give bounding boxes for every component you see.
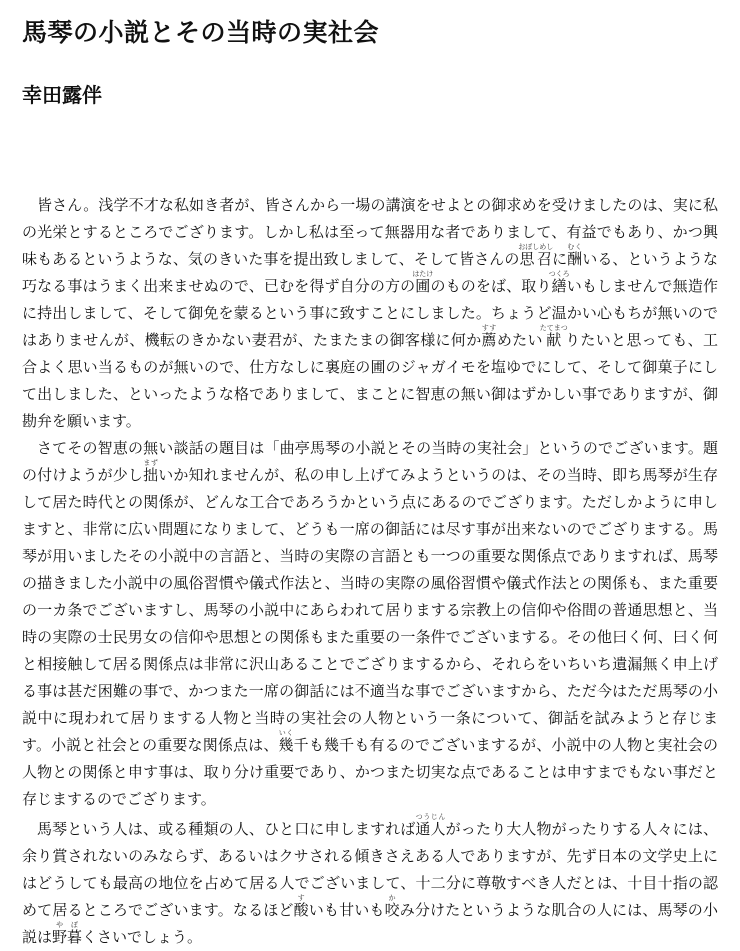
text-run: いもしませんで無造作に持出しまして、そして御免を蒙るという事に致すことにしました。ちょうど温かい心もちが無いのではありませんが、機転のきかない妻君が、たまたまの御客様に何か xyxy=(22,277,718,349)
text-run: いる、というような巧なる事はうまく出来ませぬので、已むを得ず自分の方の xyxy=(22,250,718,295)
ruby-reading: す xyxy=(293,894,309,902)
ruby-base: 献 xyxy=(539,331,568,349)
ruby-annotation xyxy=(481,324,497,349)
text-run: 皆さん。浅学不才な私如き者が、皆さんから一場の講演をせよとの御求めを受けましたのは、実に私の光栄とするところでござります。しかし私は至って無器用な者でありまして、有益でもあり、かつ興味もあるというような、気のきいた事を提出致しまして、そして皆さんの xyxy=(22,196,718,268)
ruby-annotation xyxy=(143,459,159,484)
ruby-annotation xyxy=(539,324,568,349)
text-run: めたい xyxy=(496,331,543,349)
paragraph xyxy=(22,813,718,951)
ruby-base: 咬 xyxy=(384,901,400,919)
text-run: み分けたというような肌合の人には、馬琴の小説は xyxy=(22,901,718,946)
ruby-base: 薦 xyxy=(481,331,497,349)
ruby-annotation xyxy=(412,270,434,295)
ruby-base: 思召 xyxy=(518,250,554,268)
text-run: も幾千も有るのでございまするが、小説中の人物と実社会の人物との関係と申す事は、取り分け重要であり、かつまた切実な点であることは申すまでもない事だと存じまするのでござります。 xyxy=(22,736,718,808)
ruby-reading: はたけ xyxy=(412,270,434,278)
ruby-reading: いく xyxy=(278,729,294,737)
text-run: に xyxy=(552,250,568,268)
author-name: 幸田露伴 xyxy=(22,83,102,107)
ruby-annotation xyxy=(384,894,400,919)
text-run: がったり大人物がったりする人々には、余り賞されないのみならず、あるいはクサされる傾きさえある人でありますが、先ず日本の文学史上にはどうしても最高の地位を占めて居る人でございまして、十二分に尊敬すべき人だとは、十目十指の認めて居るところでございます。なるほど xyxy=(22,820,718,919)
ruby-base: 幾 xyxy=(278,736,294,754)
ruby-reading: つうじん xyxy=(415,813,446,821)
ruby-annotation xyxy=(518,243,554,268)
ruby-reading: つくろ xyxy=(548,270,570,278)
text-run: 千 xyxy=(293,736,309,754)
text-run: 馬琴という人は、或る種類の人、ひと口に申しますれば xyxy=(37,820,416,838)
ruby-reading: おぼしめし xyxy=(518,243,554,251)
ruby-base: 繕 xyxy=(548,277,570,295)
ruby-base: 圃 xyxy=(412,277,434,295)
ruby-annotation xyxy=(548,270,570,295)
ruby-annotation xyxy=(567,243,583,268)
text-run: りたいと思っても、工合よく思い当るものが無いので、仕方なしに裏庭の圃のジャガイモを塩ゆでにして、そして御菓子にして出しました、といったような格でありまして、まことに智恵の無い御はずかしい事でありますが、御勘弁を願います。 xyxy=(22,331,718,430)
ruby-annotation xyxy=(278,729,294,754)
paragraph xyxy=(22,192,718,435)
ruby-base: 拙 xyxy=(143,466,159,484)
text-run: いか知れませんが、私の申し上げてみようというのは、その当時、即ち馬琴が生存して居た時代との関係が、どんな工合であろうかという点にあるのでござります。ただしかように申しますと、非常に広い問題になりまして、どうも一席の御話には尽す事が出来ないのでござりまする。馬琴が用いましたその小説中の言語と、当時の実際の言語とも一つの重要な関係点でありますれば、馬琴の描きました小説中の風俗習慣や儀式作法と、当時の実際の風俗習慣や儀式作法との関係も、また重要の一カ条でございますし、馬琴の小説中にあらわれて居りまする宗教上の信仰や俗間の普通思想と、当時の実際の士民男女の信仰や思想との関係もまた重要の一条件でございまする。その他曰く何、曰く何と相接触して居る関係点は非常に沢山あることでござりまするから、それらをいちいち遺漏無く申上げる事は甚だ困難の事で、かつまた一席の御話には不適当な事でございますから、ただ今はただ馬琴の小説中に現われて居りまする人物と当時の実社会の人物という一条について、御話を試みようと存じます。小説と社会との重要な関係点は、 xyxy=(22,466,718,754)
ruby-annotation xyxy=(293,894,309,919)
ruby-base: 酸 xyxy=(293,901,309,919)
text-run: のものをば、取り xyxy=(430,277,552,295)
ruby-base: 通人 xyxy=(415,820,446,838)
ruby-reading: まず xyxy=(143,459,159,467)
ruby-reading: か xyxy=(384,894,400,902)
text-run: くさいでしょう。 xyxy=(82,928,203,946)
ruby-base: 野暮 xyxy=(52,928,83,946)
paragraph xyxy=(22,435,718,813)
ruby-base: 酬 xyxy=(567,250,583,268)
ruby-reading: たてまつ xyxy=(539,324,568,332)
body-text xyxy=(22,192,718,951)
ruby-annotation xyxy=(52,921,83,946)
ruby-reading: すす xyxy=(481,324,497,332)
ruby-reading: むく xyxy=(567,243,583,251)
text-run: さてその智恵の無い談話の題目は「曲亭馬琴の小説とその当時の実社会」というのでございます。題の付けようが少し xyxy=(22,439,718,484)
ruby-reading: やぼ xyxy=(52,921,83,929)
ruby-annotation xyxy=(415,813,446,838)
text-run: いも甘いも xyxy=(308,901,385,919)
document-title: 馬琴の小説とその当時の実社会 xyxy=(22,18,380,47)
